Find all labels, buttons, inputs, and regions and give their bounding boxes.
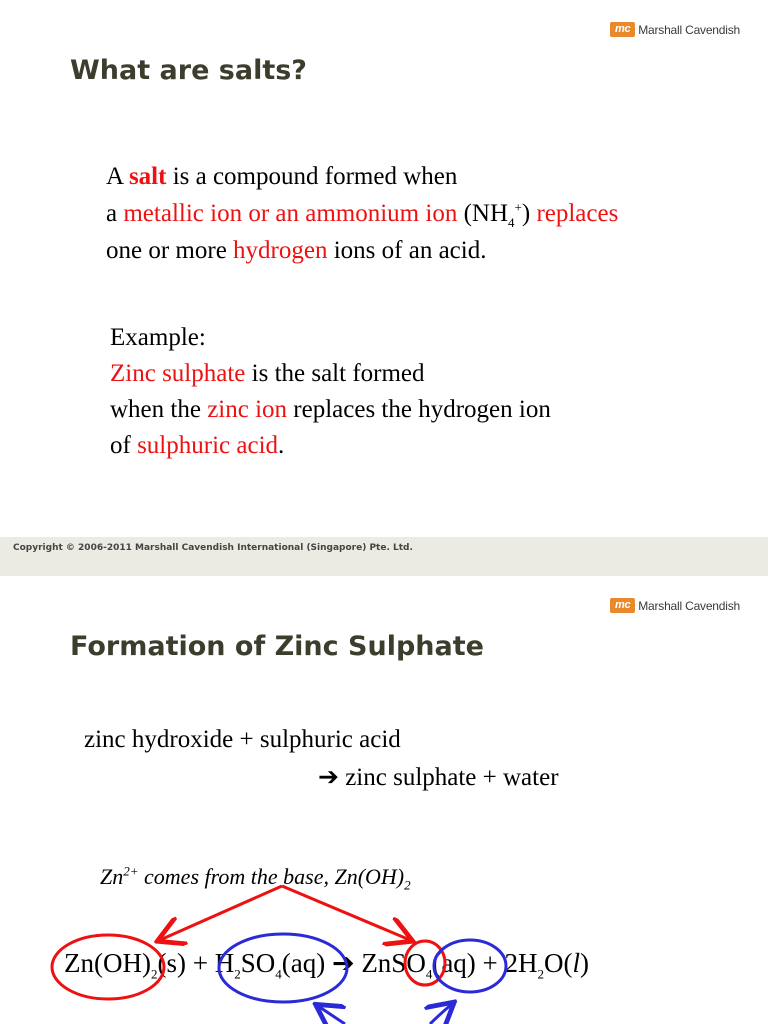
formula-part: (s) + H [157,948,235,978]
formula-part: SO [240,948,276,978]
red-arrow-left [160,886,282,940]
formula-subscript: 4 [508,215,515,230]
word-equation-products: zinc sulphate + water [345,764,559,791]
formula-subscript: 4 [425,966,433,982]
formula-part: O( [544,948,573,978]
example-text: is the salt formed [251,360,425,387]
definition-text: a [106,200,118,227]
blue-circle-h2so4 [219,934,347,1002]
note-part: comes from the base, Zn(OH) [144,864,405,889]
slide-title: Formation of Zinc Sulphate [70,631,484,662]
mc-logo-icon: mc [610,22,635,37]
example-label: Example: [110,324,206,351]
formula-superscript: + [514,199,522,215]
highlight-salt: salt [128,163,167,190]
example-block [110,320,551,464]
copyright-footer [0,537,768,576]
blue-arrow-right [430,1004,452,1024]
formula-subscript: 2 [234,966,241,982]
definition-text: one or more [106,237,227,264]
annotation-overlay [0,576,768,1024]
copyright-text: Copyright © 2006-2011 Marshall Cavendish International (Singapore) Pte. Ltd. [13,543,413,553]
highlight-replaces: replaces [536,200,619,227]
logo-text: Marshall Cavendish [638,22,740,37]
formula-subscript: 2 [150,966,158,982]
marshall-cavendish-logo [610,22,740,37]
definition-text: A [106,163,123,190]
example-text: replaces the hydrogen ion [293,396,551,423]
note-superscript: 2+ [123,863,139,879]
formula-subscript: 2 [537,966,545,982]
formula-part: (aq) + 2H [432,948,538,978]
highlight-zinc-sulphate: Zinc sulphate [110,360,246,387]
slide-title: What are salts? [70,55,307,86]
highlight-zinc-ion: zinc ion [207,396,288,423]
red-circle-zn-oh [52,935,164,999]
definition-text: is a compound formed when [172,163,458,190]
slide-formation-of-zinc-sulphate [0,576,768,1024]
arrow-icon: ➔ [331,948,355,978]
logo-text: Marshall Cavendish [638,598,740,613]
formula-part: (aq) [281,948,326,978]
word-equation-line1: zinc hydroxide + sulphuric acid [84,726,401,753]
example-text: when the [110,396,201,423]
formula-part: Zn(OH) [64,948,151,978]
highlight-hydrogen: hydrogen [233,237,328,264]
note-part: Zn [100,864,124,889]
red-arrow-right [282,886,410,940]
arrow-icon: ➔ [318,764,339,791]
salt-definition [106,158,618,269]
mc-logo-icon: mc [610,598,635,613]
formula-part: (NH [463,200,509,227]
highlight-sulphuric-acid: sulphuric acid [137,432,279,459]
formula-part: ) [521,200,531,227]
blue-arrow-left [318,1006,345,1024]
ammonium-formula [463,199,531,230]
highlight-metallic-ion: metallic ion or an ammonium ion [123,200,458,227]
note-subscript: 2 [404,877,411,893]
formula-subscript: 4 [275,966,282,982]
definition-text: ions of an acid. [333,237,487,264]
example-text: . [278,432,285,459]
formula-part: ) [580,948,590,978]
example-text: of [110,432,131,459]
formula-part: l [572,948,581,978]
formula-part: ZnSO [361,948,426,978]
